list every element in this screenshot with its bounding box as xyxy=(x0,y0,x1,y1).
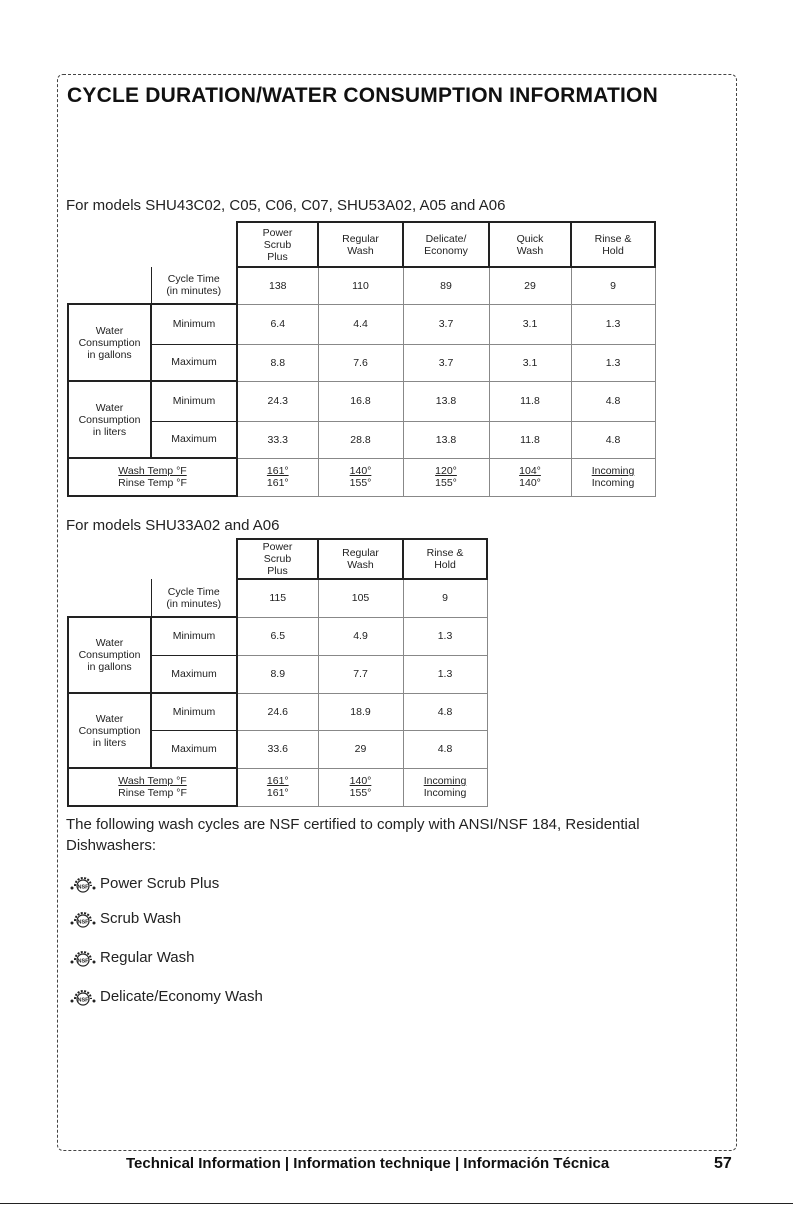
liters-min-value: 24.3 xyxy=(237,381,318,421)
header-line: Power xyxy=(262,226,293,239)
temperature-row xyxy=(68,458,655,496)
gallons-min-value: 1.3 xyxy=(571,304,655,344)
label-line: Water xyxy=(95,401,124,414)
liters-max-value: 28.8 xyxy=(318,421,403,458)
nsf-item-label: Scrub Wash xyxy=(100,909,182,927)
temp-values xyxy=(403,458,489,496)
cycle-time-value: 89 xyxy=(403,267,489,304)
cycle-time-row xyxy=(68,267,655,304)
gallons-group-label xyxy=(68,617,151,693)
col-header xyxy=(237,222,318,267)
svg-text:NSF: NSF xyxy=(77,884,89,891)
temp-values xyxy=(571,458,655,496)
liters-max-value: 33.6 xyxy=(237,730,318,768)
liters-max-value: 33.3 xyxy=(237,421,318,458)
minimum-label: Minimum xyxy=(151,381,237,421)
gallons-max-value: 8.9 xyxy=(237,655,318,693)
liters-max-row xyxy=(68,421,655,458)
gallons-max-value: 7.6 xyxy=(318,344,403,381)
col-header xyxy=(237,539,318,579)
rinse-temp-value: 155° xyxy=(349,787,372,799)
header-line: Plus xyxy=(267,250,288,263)
wash-temp-value: 140° xyxy=(349,775,372,787)
header-line: Scrub xyxy=(263,553,292,565)
wash-temp-value: Incoming xyxy=(591,465,635,477)
col-header xyxy=(403,222,489,267)
nsf-certification-icon xyxy=(68,908,98,928)
minimum-label: Minimum xyxy=(151,617,237,655)
header-line: Regular xyxy=(342,547,379,559)
header-row xyxy=(68,539,487,579)
gallons-max-value: 3.7 xyxy=(403,344,489,381)
label-line: Water xyxy=(95,637,124,649)
label-line: in liters xyxy=(92,736,127,749)
maximum-label: Maximum xyxy=(151,655,237,693)
header-line: Economy xyxy=(424,244,468,257)
col-header xyxy=(318,539,403,579)
liters-min-value: 13.8 xyxy=(403,381,489,421)
liters-min-value: 18.9 xyxy=(318,693,403,730)
label-line: in gallons xyxy=(87,661,132,673)
rinse-temp-value: Incoming xyxy=(591,477,635,489)
liters-group-label xyxy=(68,693,151,768)
footer-text: Technical Information | Information technique | Información Técnica xyxy=(126,1155,610,1172)
bottom-rule xyxy=(0,1203,793,1204)
header-line: Scrub xyxy=(263,238,292,251)
page-title: CYCLE DURATION/WATER CONSUMPTION INFORMATION xyxy=(67,84,658,107)
rinse-temp-value: 155° xyxy=(435,477,457,489)
temp-values xyxy=(237,768,318,806)
cycle-table-2 xyxy=(67,538,488,807)
temp-values xyxy=(403,768,487,806)
label-line: (in minutes) xyxy=(166,285,222,297)
header-line: Power xyxy=(262,541,293,553)
header-line: Hold xyxy=(434,559,456,571)
rinse-temp-value: Incoming xyxy=(423,787,467,799)
gallons-min-value: 6.5 xyxy=(237,617,318,655)
liters-min-value: 4.8 xyxy=(403,693,487,730)
gallons-min-value: 3.7 xyxy=(403,304,489,344)
nsf-certification-icon xyxy=(68,873,98,893)
header-line: Rinse & xyxy=(426,547,464,559)
nsf-certification-icon xyxy=(68,947,98,967)
liters-min-value: 11.8 xyxy=(489,381,571,421)
wash-temp-value: 120° xyxy=(435,465,457,477)
gallons-max-value: 1.3 xyxy=(571,344,655,381)
header-line: Hold xyxy=(602,244,624,257)
cycle-table-1 xyxy=(67,221,656,497)
minimum-label: Minimum xyxy=(151,304,237,344)
liters-min-value: 24.6 xyxy=(237,693,318,730)
wash-temp-label: Wash Temp °F xyxy=(118,775,187,787)
gallons-max-value: 8.8 xyxy=(237,344,318,381)
gallons-min-value: 4.4 xyxy=(318,304,403,344)
wash-temp-value: Incoming xyxy=(423,775,467,787)
wash-temp-value: 161° xyxy=(266,775,289,787)
gallons-min-value: 4.9 xyxy=(318,617,403,655)
wash-temp-label: Wash Temp °F xyxy=(118,465,187,477)
label-line: Consumption xyxy=(78,724,141,737)
nsf-item-label: Regular Wash xyxy=(100,948,195,966)
header-line: Wash xyxy=(347,244,374,257)
nsf-item-scrub-wash xyxy=(68,908,181,928)
liters-max-value: 4.8 xyxy=(403,730,487,768)
cycle-time-value: 110 xyxy=(318,267,403,304)
header-line: Wash xyxy=(347,559,374,571)
label-line: Water xyxy=(95,712,124,725)
label-line: Consumption xyxy=(78,649,141,661)
nsf-item-power-scrub-plus xyxy=(68,873,219,893)
gallons-min-row xyxy=(68,617,487,655)
cycle-time-row xyxy=(68,579,487,617)
nsf-certification-text: The following wash cycles are NSF certified to comply with ANSI/NSF 184, Residential Dishwashers: xyxy=(66,816,640,854)
temp-values xyxy=(237,458,318,496)
maximum-label: Maximum xyxy=(151,344,237,381)
label-line: (in minutes) xyxy=(166,597,222,610)
liters-max-value: 13.8 xyxy=(403,421,489,458)
header-line: Wash xyxy=(516,244,544,257)
svg-text:NSF: NSF xyxy=(77,958,89,965)
temperature-labels xyxy=(68,768,237,806)
col-header xyxy=(403,539,487,579)
svg-text:NSF: NSF xyxy=(77,919,89,926)
label-line: in gallons xyxy=(87,348,132,361)
cycle-time-label xyxy=(151,267,237,304)
nsf-item-regular-wash xyxy=(68,947,194,967)
col-header xyxy=(318,222,403,267)
label-line: Cycle Time xyxy=(167,585,220,598)
gallons-min-value: 3.1 xyxy=(489,304,571,344)
liters-min-row xyxy=(68,381,655,421)
maximum-label: Maximum xyxy=(151,730,237,768)
label-line: Water xyxy=(95,324,124,337)
cycle-time-value: 138 xyxy=(237,267,318,304)
header-row xyxy=(68,222,655,267)
liters-max-value: 11.8 xyxy=(489,421,571,458)
temperature-row xyxy=(68,768,487,806)
temp-values xyxy=(489,458,571,496)
page-number: 57 xyxy=(714,1155,732,1172)
models-intro-2: For models SHU33A02 and A06 xyxy=(66,517,280,534)
nsf-item-label: Power Scrub Plus xyxy=(100,874,220,892)
cycle-time-value: 9 xyxy=(403,579,487,617)
gallons-max-value: 1.3 xyxy=(403,655,487,693)
label-line: Consumption xyxy=(78,413,141,426)
wash-temp-value: 104° xyxy=(519,465,541,477)
gallons-min-value: 6.4 xyxy=(237,304,318,344)
temperature-labels xyxy=(68,458,237,496)
gallons-max-value: 7.7 xyxy=(318,655,403,693)
models-intro-1: For models SHU43C02, C05, C06, C07, SHU53A02, A05 and A06 xyxy=(66,197,506,214)
label-line: Consumption xyxy=(78,336,141,349)
nsf-certification-icon xyxy=(68,986,98,1006)
temp-values xyxy=(318,768,403,806)
cycle-time-value: 105 xyxy=(318,579,403,617)
maximum-label: Maximum xyxy=(151,421,237,458)
header-line: Delicate/ xyxy=(425,232,467,245)
label-line: in liters xyxy=(92,425,127,438)
liters-min-value: 16.8 xyxy=(318,381,403,421)
svg-text:NSF: NSF xyxy=(77,997,89,1004)
header-line: Regular xyxy=(342,232,379,245)
cycle-time-value: 9 xyxy=(571,267,655,304)
wash-temp-value: 140° xyxy=(349,465,372,477)
header-line: Quick xyxy=(516,232,544,245)
cycle-time-label xyxy=(151,579,237,617)
rinse-temp-value: 155° xyxy=(349,477,372,489)
cycle-time-value: 115 xyxy=(237,579,318,617)
minimum-label: Minimum xyxy=(151,693,237,730)
rinse-temp-value: 161° xyxy=(266,477,289,489)
nsf-item-delicate-economy-wash xyxy=(68,986,263,1006)
liters-min-row xyxy=(68,693,487,730)
liters-group-label xyxy=(68,381,151,458)
liters-max-value: 29 xyxy=(318,730,403,768)
label-line: Cycle Time xyxy=(167,273,220,285)
gallons-min-row xyxy=(68,304,655,344)
nsf-item-label: Delicate/Economy Wash xyxy=(100,987,263,1005)
col-header xyxy=(489,222,571,267)
liters-max-value: 4.8 xyxy=(571,421,655,458)
header-line: Plus xyxy=(267,565,288,577)
liters-min-value: 4.8 xyxy=(571,381,655,421)
gallons-group-label xyxy=(68,304,151,381)
cycle-time-value: 29 xyxy=(489,267,571,304)
rinse-temp-value: 161° xyxy=(266,787,289,799)
gallons-max-value: 3.1 xyxy=(489,344,571,381)
rinse-temp-value: 140° xyxy=(519,477,541,489)
gallons-min-value: 1.3 xyxy=(403,617,487,655)
temp-values xyxy=(318,458,403,496)
rinse-temp-label: Rinse Temp °F xyxy=(118,787,187,799)
rinse-temp-label: Rinse Temp °F xyxy=(118,477,187,489)
col-header xyxy=(571,222,655,267)
gallons-max-row xyxy=(68,344,655,381)
header-line: Rinse & xyxy=(594,232,632,245)
wash-temp-value: 161° xyxy=(266,465,289,477)
